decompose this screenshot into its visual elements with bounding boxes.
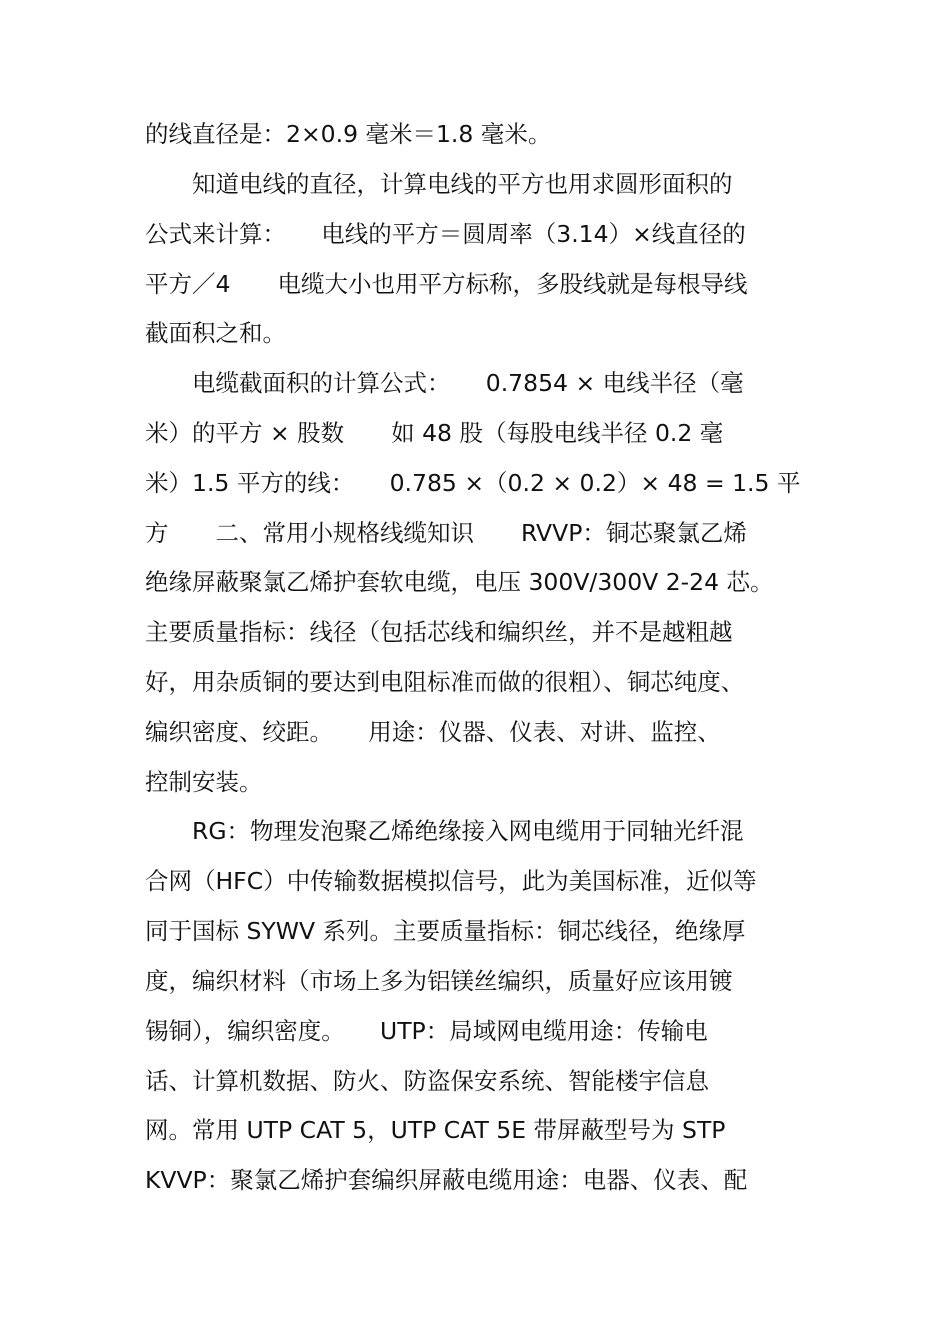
text-line: 主要质量指标：线径（包括芯线和编织丝，并不是越粗越 — [145, 618, 733, 646]
text-line: KVVP：聚氯乙烯护套编织屏蔽电缆用途：电器、仪表、配 — [145, 1166, 748, 1194]
text-line: 度，编织材料（市场上多为铝镁丝编织，质量好应该用镀 — [145, 967, 733, 995]
text-line: 控制安装。 — [145, 768, 263, 796]
text-line: 网。常用 UTP CAT 5，UTP CAT 5E 带屏蔽型号为 STP — [145, 1116, 726, 1144]
text-line: 平方／4 电缆大小也用平方标称，多股线就是每根导线 — [145, 270, 748, 298]
text-line: 米）的平方 × 股数 如 48 股（每股电线半径 0.2 毫 — [145, 419, 724, 447]
text-line: RG：物理发泡聚乙烯绝缘接入网电缆用于同轴光纤混 — [145, 817, 744, 845]
text-line: 米）1.5 平方的线： 0.785 ×（0.2 × 0.2）× 48 = 1.5 平 — [145, 469, 801, 497]
text-line: 知道电线的直径，计算电线的平方也用求圆形面积的 — [145, 170, 733, 198]
text-line: 好，用杂质铜的要达到电阻标准而做的很粗）、铜芯纯度、 — [145, 668, 745, 696]
text-line: 合网（HFC）中传输数据模拟信号，此为美国标准，近似等 — [145, 867, 757, 895]
text-line: 话、计算机数据、防火、防盗保安系统、智能楼宇信息 — [145, 1067, 709, 1095]
text-line: 编织密度、绞距。 用途：仪器、仪表、对讲、监控、 — [145, 718, 721, 746]
text-line: 电缆截面积的计算公式： 0.7854 × 电线半径（毫 — [145, 369, 744, 397]
text-line: 方 二、常用小规格线缆知识 RVVP：铜芯聚氯乙烯 — [145, 519, 747, 547]
text-line: 绝缘屏蔽聚氯乙烯护套软电缆，电压 300V/300V 2-24 芯。 — [145, 568, 774, 596]
text-line: 的线直径是：2×0.9 毫米＝1.8 毫米。 — [145, 120, 552, 148]
text-line: 公式来计算： 电线的平方＝圆周率（3.14）×线直径的 — [145, 220, 746, 248]
text-line: 锡铜），编织密度。 UTP：局域网电缆用途：传输电 — [145, 1017, 708, 1045]
text-line: 截面积之和。 — [145, 319, 286, 347]
text-line: 同于国标 SYWV 系列。主要质量指标：铜芯线径，绝缘厚 — [145, 917, 746, 945]
